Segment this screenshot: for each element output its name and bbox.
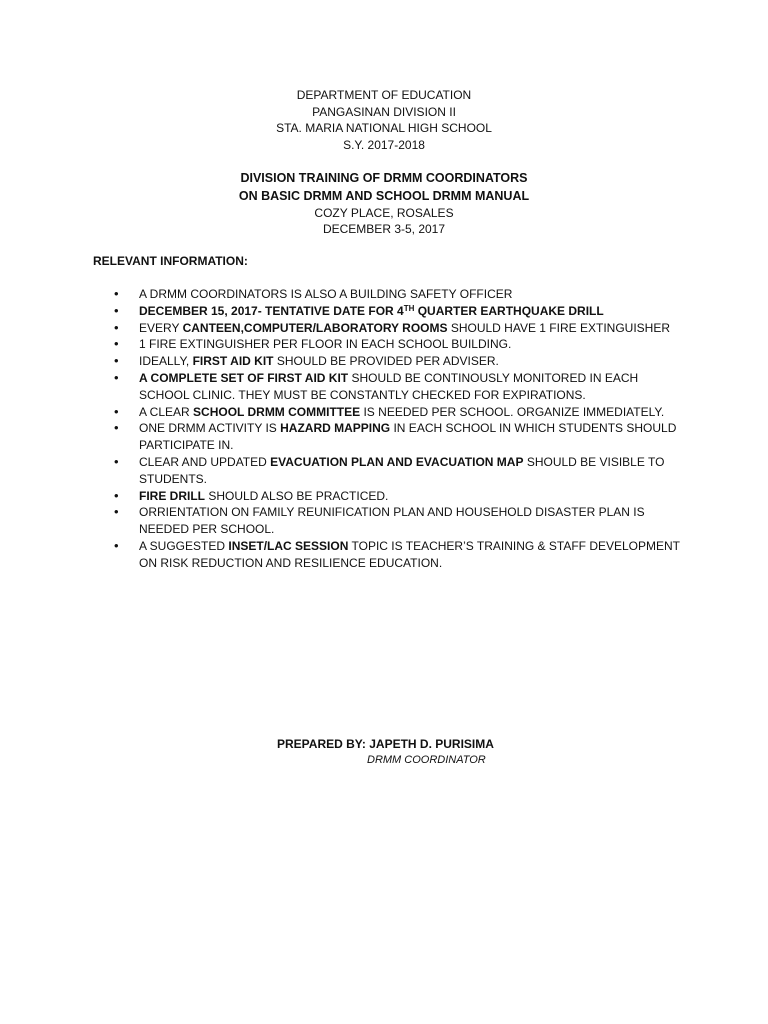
list-item xyxy=(100,454,690,488)
list-item-text: HAZARD MAPPING xyxy=(280,421,391,436)
header-school: STA. MARIA NATIONAL HIGH SCHOOL xyxy=(276,121,492,135)
training-venue: COZY PLACE, ROSALES xyxy=(314,206,454,220)
list-item-text: SHOULD BE CONTINOUSLY MONITORED IN EACH SCHOOL CLINIC. THEY MUST BE CONSTANTLY CHECKED FOR EXPIRATIONS. xyxy=(139,370,639,402)
list-item-text: TOPIC IS TEACHER’S TRAINING & STAFF DEVELOPMENT ON RISK REDUCTION AND RESILIENCE EDUCATION. xyxy=(139,538,680,570)
training-date: DECEMBER 3-5, 2017 xyxy=(322,222,446,236)
list-item-text: INSET/LAC SESSION xyxy=(228,538,349,553)
header-school-year: S.Y. 2017-2018 xyxy=(343,137,425,152)
list-item-text: SHOULD HAVE 1 FIRE EXTINGUISHER xyxy=(447,320,670,335)
relevant-information-heading: RELEVANT INFORMATION: xyxy=(93,254,248,268)
list-item-text: A DRMM COORDINATORS IS ALSO A BUILDING SAFETY OFFICER xyxy=(139,287,513,301)
list-item xyxy=(100,353,690,370)
list-item-text: CLEAR AND UPDATED xyxy=(139,454,271,469)
list-item-text: TH xyxy=(403,303,415,313)
list-item-text: A SUGGESTED xyxy=(139,538,229,553)
preparer-role: DRMM COORDINATOR xyxy=(367,754,486,766)
list-item-text: CANTEEN,COMPUTER/LABORATORY ROOMS xyxy=(182,320,448,335)
prepared-by: PREPARED BY: JAPETH D. PURISIMA xyxy=(277,737,494,751)
training-title-line1: DIVISION TRAINING OF DRMM COORDINATORS xyxy=(240,171,528,185)
list-item-text: IN EACH SCHOOL IN WHICH STUDENTS SHOULD PARTICIPATE IN. xyxy=(139,421,677,453)
list-item xyxy=(100,420,690,454)
list-item-text: 1 FIRE EXTINGUISHER PER FLOOR IN EACH SCHOOL BUILDING. xyxy=(139,337,512,352)
list-item-text: DECEMBER 15, 2017- TENTATIVE DATE FOR 4 xyxy=(139,303,404,318)
relevant-information-list xyxy=(100,286,690,572)
header-division: PANGASINAN DIVISION II xyxy=(312,104,456,119)
list-item-text: FIRE DRILL xyxy=(139,488,205,503)
list-item xyxy=(100,488,690,505)
list-item-text: EVERY xyxy=(139,320,183,335)
list-item xyxy=(100,303,690,320)
list-item-text: FIRST AID KIT xyxy=(192,354,274,369)
list-item-text: A CLEAR xyxy=(139,404,194,419)
list-item-text: SHOULD BE PROVIDED PER ADVISER. xyxy=(273,354,499,369)
list-item xyxy=(100,320,690,337)
document-header xyxy=(0,87,768,153)
list-item-text: ORRIENTATION ON FAMILY REUNIFICATION PLAN AND HOUSEHOLD DISASTER PLAN IS NEEDED PER SCHOOL. xyxy=(139,505,645,537)
list-item-text: A COMPLETE SET OF FIRST AID KIT xyxy=(139,370,349,385)
header-department: DEPARTMENT OF EDUCATION xyxy=(296,88,472,102)
list-item-text: IS NEEDED PER SCHOOL. ORGANIZE IMMEDIATELY. xyxy=(360,404,665,419)
list-item-text: SHOULD BE VISIBLE TO STUDENTS. xyxy=(139,454,665,486)
list-item xyxy=(100,404,690,421)
training-title-line2: ON BASIC DRMM AND SCHOOL DRMM MANUAL xyxy=(238,188,530,203)
list-item-text: SCHOOL DRMM COMMITTEE xyxy=(193,404,361,419)
list-item-text: SHOULD ALSO BE PRACTICED. xyxy=(205,488,389,503)
training-title-block xyxy=(0,170,768,237)
list-item-text: ONE DRMM ACTIVITY IS xyxy=(139,421,281,436)
list-item xyxy=(100,538,690,572)
list-item xyxy=(100,336,690,353)
list-item-text: QUARTER EARTHQUAKE DRILL xyxy=(414,303,604,318)
list-item xyxy=(100,370,690,404)
list-item xyxy=(100,286,690,303)
list-item-text: IDEALLY, xyxy=(139,354,193,369)
list-item xyxy=(100,504,690,538)
list-item-text: EVACUATION PLAN AND EVACUATION MAP xyxy=(270,454,524,469)
